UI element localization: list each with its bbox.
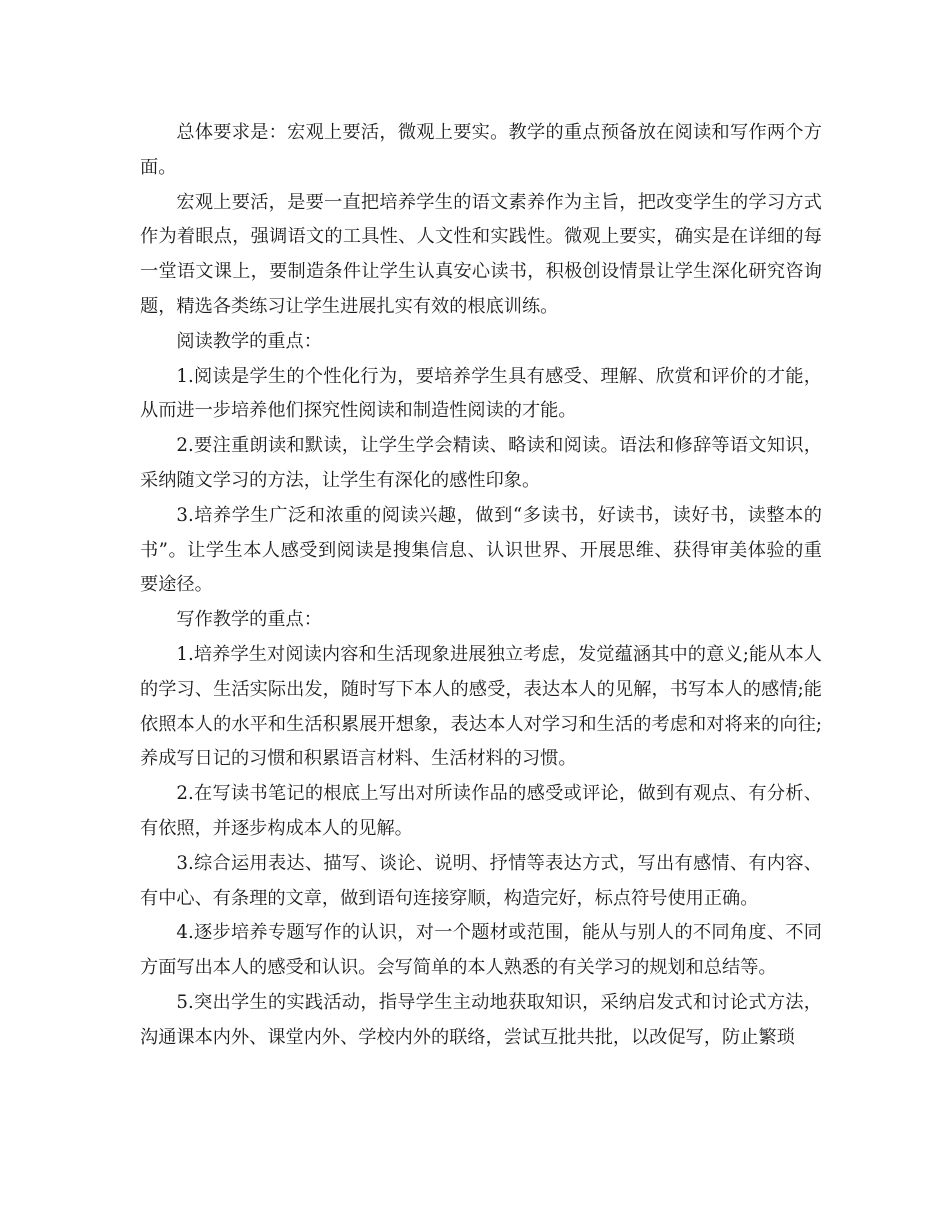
paragraph-writing-5: 5.突出学生的实践活动，指导学生主动地获取知识，采纳启发式和讨论式方法，沟通课本内外、课堂内外、学校内外的联络，尝试互批共批，以改促写，防止繁琐 [140,991,822,1048]
paragraph-reading-1: 1.阅读是学生的个性化行为，要培养学生具有感受、理解、欣赏和评价的才能，从而进一步培养他们探究性阅读和制造性阅读的才能。 [140,365,822,422]
heading-writing-focus: 写作教学的重点： [176,609,322,631]
paragraph-macro-micro: 宏观上要活，是要一直把培养学生的语文素养作为主旨，把改变学生的学习方式作为着眼点，强调语文的工具性、人文性和实践性。微观上要实，确实是在详细的每一堂语文课上，要制造条件让学生认真安心读书，积极创设情景让学生深化研究咨询题，精选各类练习让学生进展扎实有效的根底训练。 [140,191,822,317]
document-body [140,116,822,1056]
heading-reading-focus: 阅读教学的重点： [176,330,322,352]
paragraph-reading-2: 2.要注重朗读和默读，让学生学会精读、略读和阅读。语法和修辞等语文知识，采纳随文学习的方法，让学生有深化的感性印象。 [140,435,822,491]
paragraph-writing-4: 4.逐步培养专题写作的认识，对一个题材或范围，能从与别人的不同角度、不同方面写出本人的感受和认识。会写简单的本人熟悉的有关学习的规划和总结等。 [140,922,822,979]
paragraph-writing-2: 2.在写读书笔记的根底上写出对所读作品的感受或评论，做到有观点、有分析、有依照，并逐步构成本人的见解。 [140,783,822,839]
paragraph-overall-requirement: 总体要求是：宏观上要活，微观上要实。教学的重点预备放在阅读和写作两个方面。 [140,122,822,178]
paragraph-writing-1: 1.培养学生对阅读内容和生活现象进展独立考虑，发觉蕴涵其中的意义;能从本人的学习、生活实际出发，随时写下本人的感受，表达本人的见解，书写本人的感情;能依照本人的水平和生活积累展开想象，表达本人对学习和生活的考虑和对将来的向往;养成写日记的习惯和积累语言材料、生活材料的习惯。 [140,643,822,770]
paragraph-writing-3: 3.综合运用表达、描写、谈论、说明、抒情等表达方式，写出有感情、有内容、有中心、有条理的文章，做到语句连接穿顺，构造完好，标点符号使用正确。 [140,852,822,909]
paragraph-reading-3: 3.培养学生广泛和浓重的阅读兴趣，做到“多读书，好读书，读好书，读整本的书”。让学生本人感受到阅读是搜集信息、认识世界、开展思维、获得审美体验的重要途径。 [140,504,822,596]
